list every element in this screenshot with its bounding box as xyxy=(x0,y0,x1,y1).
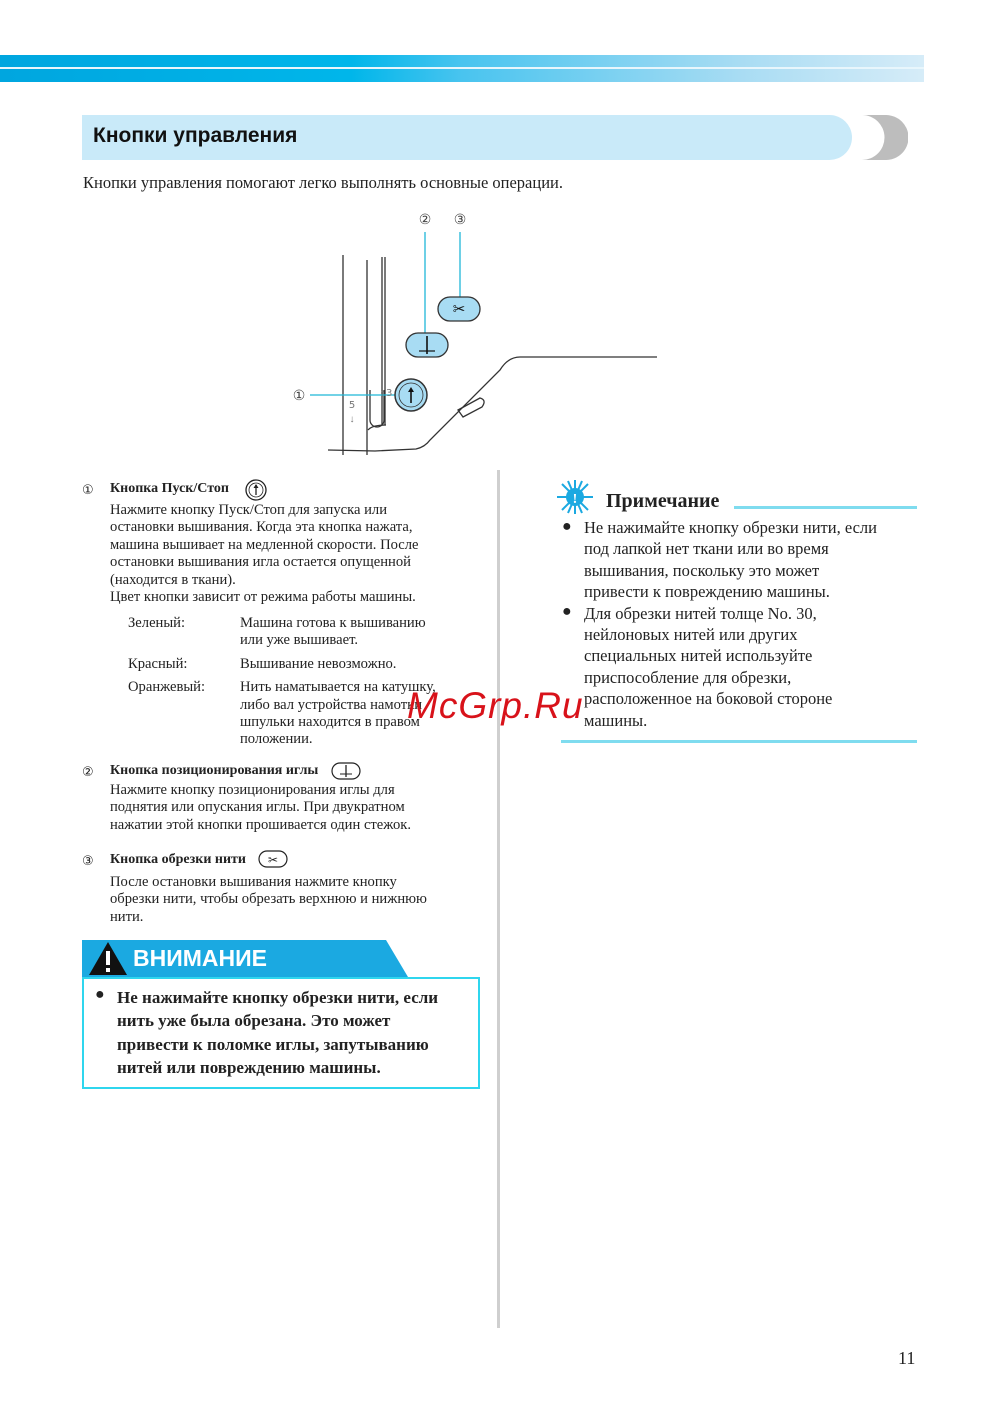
text-line: специальных нитей используйте xyxy=(584,646,813,666)
down-arrow-icon: ↓ xyxy=(349,414,355,425)
svg-text:!: ! xyxy=(572,492,578,507)
item-number: ② xyxy=(82,765,94,780)
text-line: Цвет кнопки зависит от режима работы машины. xyxy=(110,589,416,606)
color-name: Зеленый: xyxy=(128,615,186,631)
text-line: остановки вышивания игла остается опущенной xyxy=(110,554,411,571)
bullet-icon: ● xyxy=(95,986,105,1003)
text-line: После остановки вышивания нажмите кнопку xyxy=(110,874,397,890)
text-line: нейлоновых нитей или других xyxy=(584,625,798,645)
page-title: Кнопки управления xyxy=(93,124,298,147)
note-top-rule xyxy=(734,506,917,509)
item-start-stop xyxy=(82,481,229,499)
scissors-icon xyxy=(258,850,288,868)
item-title: Кнопка позиционирования иглы xyxy=(110,763,319,778)
text-line: Не нажимайте кнопку обрезки нити, если xyxy=(117,988,439,1007)
start-stop-icon xyxy=(245,479,267,501)
callout-1: ① xyxy=(292,389,306,404)
item-2-description xyxy=(110,782,411,834)
header-band-line xyxy=(0,67,924,69)
column-divider xyxy=(497,470,500,1328)
scale-label-5: 5 xyxy=(348,400,356,411)
note-title: Примечание xyxy=(606,490,720,512)
text-line: либо вал устройства намотки xyxy=(240,696,423,713)
item-thread-cutter xyxy=(82,852,279,870)
text-line: под лапкой нет ткани или во время xyxy=(584,539,829,559)
color-name: Оранжевый: xyxy=(128,679,206,696)
text-line: привести к поломке иглы, запутыванию xyxy=(117,1034,429,1054)
item-3-description xyxy=(110,874,427,926)
scale-label-3: 3 xyxy=(386,388,393,399)
intro-text: Кнопки управления помогают легко выполнять основные операции. xyxy=(83,173,563,192)
text-line: Машина готова к вышиванию xyxy=(240,615,426,631)
note-bottom-rule xyxy=(561,740,917,743)
text-line: обрезки нити, чтобы обрезать верхнюю и нижнюю xyxy=(110,891,427,908)
warning-triangle-icon xyxy=(88,941,128,976)
item-number: ① xyxy=(82,483,94,498)
page-number: 11 xyxy=(898,1348,916,1368)
item-needle-position xyxy=(82,763,319,781)
text-line: машины. xyxy=(584,710,648,730)
note-starburst-icon xyxy=(556,479,594,515)
text-line: расположенное на боковой стороне xyxy=(584,689,833,709)
up-arrow-icon: ↑ xyxy=(380,388,385,399)
item-1-description xyxy=(110,502,419,606)
text-line: (находится в ткани). xyxy=(110,571,236,588)
start-stop-button-drawing xyxy=(395,379,427,411)
item-title: Кнопка обрезки нити xyxy=(110,852,246,867)
text-line: остановки вышивания. Когда эта кнопка нажата, xyxy=(110,519,413,536)
text-line: Для обрезки нитей толще No. 30, xyxy=(584,603,817,623)
needle-position-icon xyxy=(331,762,361,780)
bullet-icon: ● xyxy=(562,518,572,535)
text-line: Нажмите кнопку позиционирования иглы для xyxy=(110,782,395,798)
color-desc xyxy=(240,615,426,650)
watermark: McGrp.Ru xyxy=(407,685,584,726)
text-line: нажатии этой кнопки прошивается один стежок. xyxy=(110,816,412,833)
warning-title: ВНИМАНИЕ xyxy=(133,945,268,971)
item-title: Кнопка Пуск/Стоп xyxy=(110,481,229,496)
needle-position-button-drawing xyxy=(406,333,448,357)
warning-text xyxy=(117,986,477,1079)
text-line: привести к повреждению машины. xyxy=(584,582,830,602)
text-line: нити. xyxy=(110,908,144,925)
svg-text:✂: ✂ xyxy=(452,302,466,318)
color-name: Красный: xyxy=(128,655,188,672)
text-line: шпульки находится в правом xyxy=(240,714,420,731)
text-line: положении. xyxy=(240,731,313,748)
text-line: или уже вышивает. xyxy=(240,632,358,649)
text-line: нить уже была обрезана. Это может xyxy=(117,1011,391,1031)
text-line: машина вышивает на медленной скорости. После xyxy=(110,536,419,553)
item-number: ③ xyxy=(82,854,94,869)
text-line: нитей или повреждению машины. xyxy=(117,1057,381,1077)
text-line: Нажмите кнопку Пуск/Стоп для запуска или xyxy=(110,502,388,518)
note-text xyxy=(584,517,924,731)
bullet-icon: ● xyxy=(562,603,572,620)
text-line: приспособление для обрезки, xyxy=(584,667,792,687)
callout-2: ② xyxy=(418,213,432,228)
title-crescent-decoration xyxy=(858,115,908,160)
button-color-table xyxy=(128,615,488,749)
color-row-green xyxy=(128,615,488,650)
svg-text:✂: ✂ xyxy=(267,853,279,867)
color-row-red xyxy=(128,656,488,673)
text-line: Нить наматывается на катушку, xyxy=(240,679,436,696)
text-line: вышивания, поскольку это может xyxy=(584,560,820,580)
text-line: Не нажимайте кнопку обрезки нити, если xyxy=(584,518,877,537)
callout-3: ③ xyxy=(453,213,467,228)
control-buttons-diagram xyxy=(280,205,680,465)
color-desc: Вышивание невозможно. xyxy=(240,655,397,672)
text-line: поднятия или опускания иглы. При двукратном xyxy=(110,799,405,816)
scissors-button-drawing xyxy=(438,297,480,321)
